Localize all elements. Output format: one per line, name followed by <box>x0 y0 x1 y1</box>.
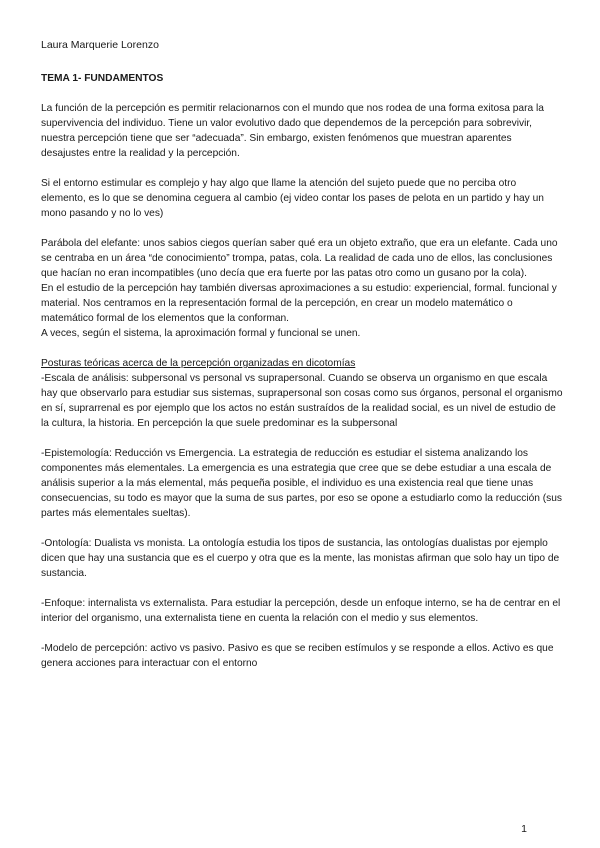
paragraph-ontology: -Ontología: Dualista vs monista. La ontología estudia los tipos de sustancia, las ontologías dualistas por ejemplo dicen que hay una sustancia que es el cuerpo y otra que es la mente, las monistas afirman que solo hay un tipo de sustancia. <box>41 538 560 579</box>
paragraph-change-blindness: Si el entorno estimular es complejo y hay algo que llame la atención del sujeto puede que no perciba otro elemento, es lo que se denomina ceguera al cambio (ej video contar los pases de pelota en un partido y hay un mono pasando y no lo ves) <box>41 178 544 219</box>
paragraph-approaches: En el estudio de la percepción hay también diversas aproximaciones a su estudio: experiencial, formal. funcional y material. Nos centramos en la representación formal de la percepción, en crear un modelo matemático o matemático formal de los elementos que la conforman. <box>41 283 557 324</box>
paragraph-elephant-parable: Parábola del elefante: unos sabios ciegos querían saber qué era un objeto extraño, que era un elefante. Cada uno se centraba en un área “de conocimiento” trompa, patas, cola. La realidad de cada uno de ellos, las conclusiones que hacían no eran incompatibles (uno decía que era fuerte por las patas otro como un gusano por la cola). <box>41 238 558 279</box>
section-heading-dichotomies: Posturas teóricas acerca de la percepción organizadas en dicotomías <box>41 358 356 369</box>
paragraph-perception-model: -Modelo de percepción: activo vs pasivo. Pasivo es que se reciben estímulos y se responde a ellos. Activo es que genera acciones para interactuar con el entorno <box>41 643 554 669</box>
paragraph-approaches-union: A veces, según el sistema, la aproximación formal y funcional se unen. <box>41 328 361 339</box>
paragraph-analysis-scale: -Escala de análisis: subpersonal vs personal vs suprapersonal. Cuando se observa un organismo en que escala hay que observarlo para estudiar sus sistemas, suprapersonal son cosas como sus órganos, personal el organismo en sí, suprarrenal es por ejemplo que los actos no están sustraídos de la realidad social, es un nivel de estudio de la cultura, la historia. En percepción la que suele predominar es la subpersonal <box>41 373 563 429</box>
document-body <box>41 71 563 671</box>
paragraph-perception-function: La función de la percepción es permitir relacionarnos con el mundo que nos rodea de una forma exitosa para la supervivencia del individuo. Tiene un valor evolutivo dado que dependemos de la percepción para sobrevivir, nuestra percepción tiene que ser “adecuada”. Sin embargo, existen fenómenos que muestran aparentes desajustes entre la realidad y la percepción. <box>41 103 544 159</box>
paragraph-approach: -Enfoque: internalista vs externalista. Para estudiar la percepción, desde un enfoque interno, se ha de centrar en el interior del organismo, una externalista tiene en cuenta la relación con el medio y sus elementos. <box>41 598 561 624</box>
paragraph-epistemology: -Epistemología: Reducción vs Emergencia. La estrategia de reducción es estudiar el sistema analizando los componentes más elementales. La emergencia es una estrategia que cree que se debe estudiar a una escala de análisis superior a la más elemental, más pequeña posible, el individuo es una existencia real que tiene unas consecuencias, su todo es mayor que la suma de sus partes, por eso se opone a estudiarlo como la reducción (sus partes más elementales sueltas). <box>41 448 562 519</box>
page-title: TEMA 1- FUNDAMENTOS <box>41 73 164 84</box>
page-number: 1 <box>521 823 527 835</box>
author-name: Laura Marquerie Lorenzo <box>41 39 159 51</box>
